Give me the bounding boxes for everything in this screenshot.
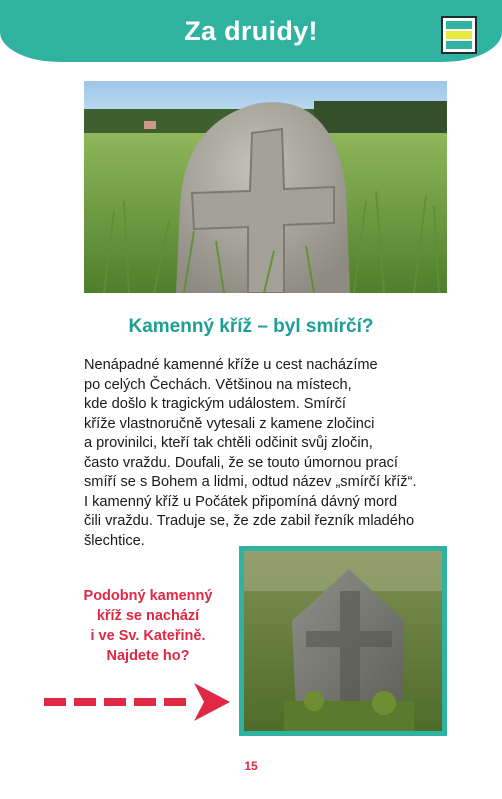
body-line: často vraždu. Doufali, že se touto úmornou prací [84, 454, 398, 471]
menu-bar [446, 31, 472, 39]
body-line: kříže vlastnoručně vytesali z kamene zločinci [84, 415, 375, 432]
body-line: po celých Čechách. Většinou na místech, [84, 376, 352, 393]
body-line: I kamenný kříž u Počátek připomíná dávný mord [84, 493, 398, 510]
callout-text [68, 586, 228, 666]
body-line: čili vraždu. Traduje se, že zde zabil řezník mladého [84, 513, 415, 529]
body-line: a provinilci, kteří tak chtěli odčinit svůj zločin, [84, 435, 373, 451]
page-title: Za druidy! [184, 16, 318, 46]
second-cross-photo [239, 546, 447, 736]
menu-bar [446, 41, 472, 49]
body-paragraph [84, 356, 464, 551]
body-line: Nenápadné kamenné kříže u cest nacházíme [84, 357, 378, 373]
section-heading: Kamenný kříž – byl smírčí? [128, 316, 374, 337]
callout-line: Podobný kamenný [83, 588, 213, 604]
hamburger-menu-icon[interactable] [441, 16, 477, 54]
page-number: 15 [244, 759, 258, 773]
callout-line: i ve Sv. Kateřině. [90, 628, 206, 644]
header-banner [0, 0, 502, 62]
body-line: kde došlo k tragickým událostem. Smírčí [84, 396, 346, 412]
dashed-arrow-icon [44, 683, 234, 726]
callout-line: kříž se nachází [96, 608, 200, 624]
stone-cross-photo [84, 81, 447, 293]
body-line: smíří se s Bohem a lidmi, odtud název „smírčí kříž“. [84, 474, 417, 490]
body-line: šlechtice. [84, 532, 145, 549]
callout-line: Najdete ho? [106, 648, 190, 664]
menu-bar [446, 21, 472, 29]
